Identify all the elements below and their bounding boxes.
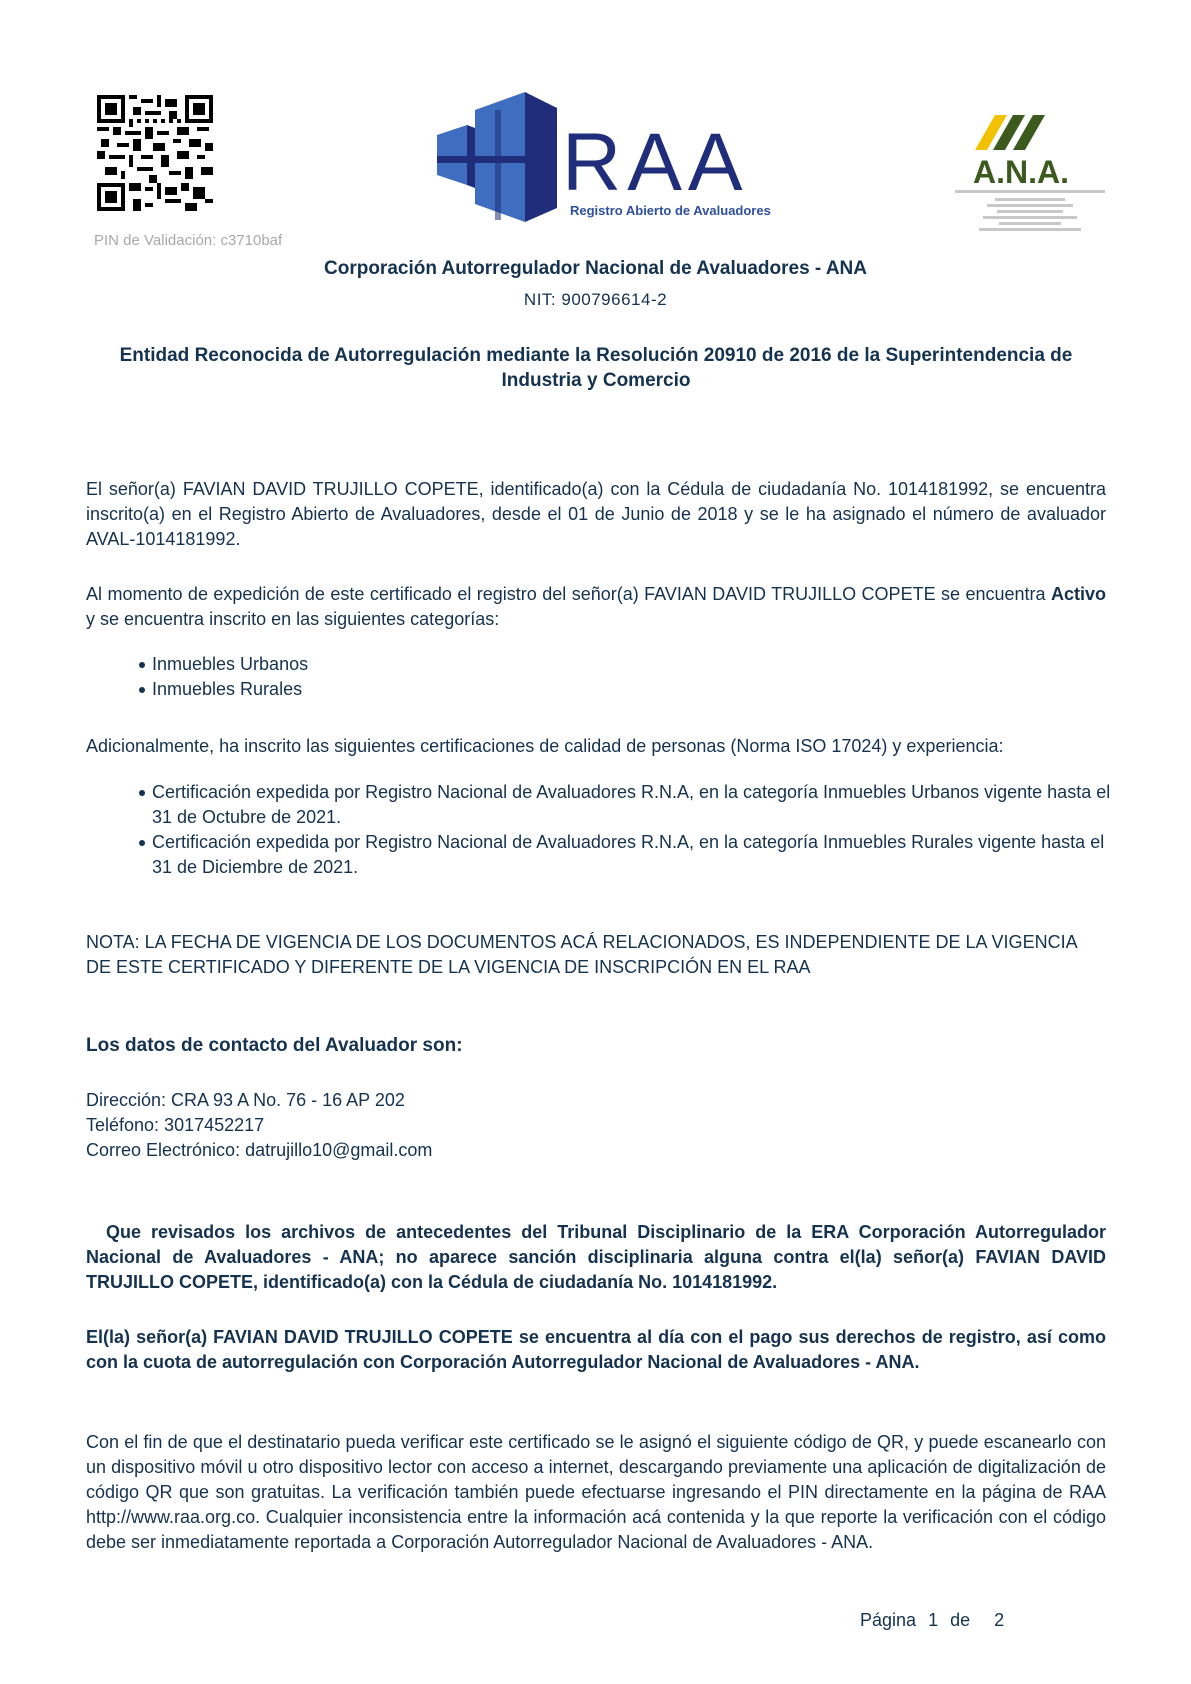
contact-heading: Los datos de contacto del Avaluador son: — [86, 1035, 463, 1056]
entity-statement: Entidad Reconocida de Autorregulación mediante la Resolución 20910 de 2016 de la Superintendencia de Industria y Comercio — [119, 345, 1073, 391]
list-item: Certificación expedida por Registro Nacional de Avaluadores R.N.A, en la categoría Inmuebles Urbanos vigente hasta el 31 de Octubre de 2021. — [152, 780, 1112, 830]
pin-validation: PIN de Validación: c3710baf — [94, 232, 283, 249]
certifications-intro: Adicionalmente, ha inscrito las siguientes certificaciones de calidad de personas (Norma ISO 17024) y experiencia: — [86, 736, 1004, 756]
contact-phone: Teléfono: 3017452217 — [86, 1115, 265, 1135]
current-page: 1 — [928, 1610, 939, 1630]
page-indicator — [860, 1610, 1016, 1631]
verification-paragraph: Con el fin de que el destinatario pueda verificar este certificado se le asignó el siguiente código de QR, y puede escanearlo con un dispositivo móvil u otro dispositivo lector con acceso a internet, descargando previamente una aplicación de digitalización de código QR que son gratuitas. La verificación también puede efectuarse ingresando el PIN directamente en la página de RAA http://www.raa.org.co. Cualquier inconsistencia entre la información acá contenida y la que reporte la verificación con el código debe ser inmediatamente reportada a Corporación Autorregulador Nacional de Avaluadores - ANA. — [86, 1432, 1106, 1552]
registration-paragraph: El señor(a) FAVIAN DAVID TRUJILLO COPETE, identificado(a) con la Cédula de ciudadanía No. 1014181992, se encuentra inscrito(a) en el Registro Abierto de Avaluadores, desde el 01 de Junio de 2018 y se le ha asignado el número de avaluador AVAL-1014181992. — [86, 479, 1106, 549]
payment-paragraph: El(la) señor(a) FAVIAN DAVID TRUJILLO COPETE se encuentra al día con el pago sus derechos de registro, así como con la cuota de autorregulación con Corporación Autorregulador Nacional de Avaluadores - ANA. — [86, 1327, 1106, 1372]
status-badge: Activo — [1050, 584, 1106, 604]
raa-tagline: Registro Abierto de Avaluadores — [570, 203, 771, 218]
certification-list — [112, 780, 1112, 880]
list-item: Inmuebles Urbanos — [152, 652, 1052, 677]
nit-number: NIT: 900796614-2 — [523, 290, 668, 309]
ana-logo — [935, 105, 1125, 240]
ana-wordmark: A.N.A. — [973, 154, 1069, 190]
raa-logo — [437, 90, 777, 225]
list-item: Inmuebles Rurales — [152, 677, 1052, 702]
contact-email: Correo Electrónico: datrujillo10@gmail.com — [86, 1140, 433, 1160]
status-paragraph — [86, 582, 1106, 632]
list-item: Certificación expedida por Registro Nacional de Avaluadores R.N.A, en la categoría Inmuebles Rurales vigente hasta el 31 de Diciembre de 2021. — [152, 830, 1112, 880]
of-label: de — [950, 1610, 971, 1630]
page-label: Página — [860, 1610, 917, 1630]
qr-code — [97, 95, 213, 211]
raa-wordmark: RAA — [562, 117, 749, 208]
validity-note: NOTA: LA FECHA DE VIGENCIA DE LOS DOCUMENTOS ACÁ RELACIONADOS, ES INDEPENDIENTE DE LA VIGENCIA DE ESTE CERTIFICADO Y DIFERENTE DE LA VIGENCIA DE INSCRIPCIÓN EN EL RAA — [86, 932, 1077, 977]
contact-address: Dirección: CRA 93 A No. 76 - 16 AP 202 — [86, 1090, 405, 1110]
disciplinary-paragraph: Que revisados los archivos de antecedentes del Tribunal Disciplinario de la ERA Corporación Autorregulador Nacional de Avaluadores - ANA; no aparece sanción disciplinaria alguna contra el(la) señor(a) FAVIAN DAVID TRUJILLO COPETE, identificado(a) con la Cédula de ciudadanía No. 1014181992. — [86, 1222, 1112, 1292]
status-intro: Al momento de expedición de este certificado el registro del señor(a) FAVIAN DAVID TRUJILLO COPETE se encuentra — [86, 584, 1051, 604]
organization-title: Corporación Autorregulador Nacional de Avaluadores - ANA — [324, 258, 867, 279]
category-list — [112, 652, 1052, 702]
total-pages: 2 — [994, 1610, 1005, 1630]
contact-block — [86, 1088, 432, 1163]
status-outro: y se encuentra inscrito en las siguientes categorías: — [86, 609, 500, 629]
